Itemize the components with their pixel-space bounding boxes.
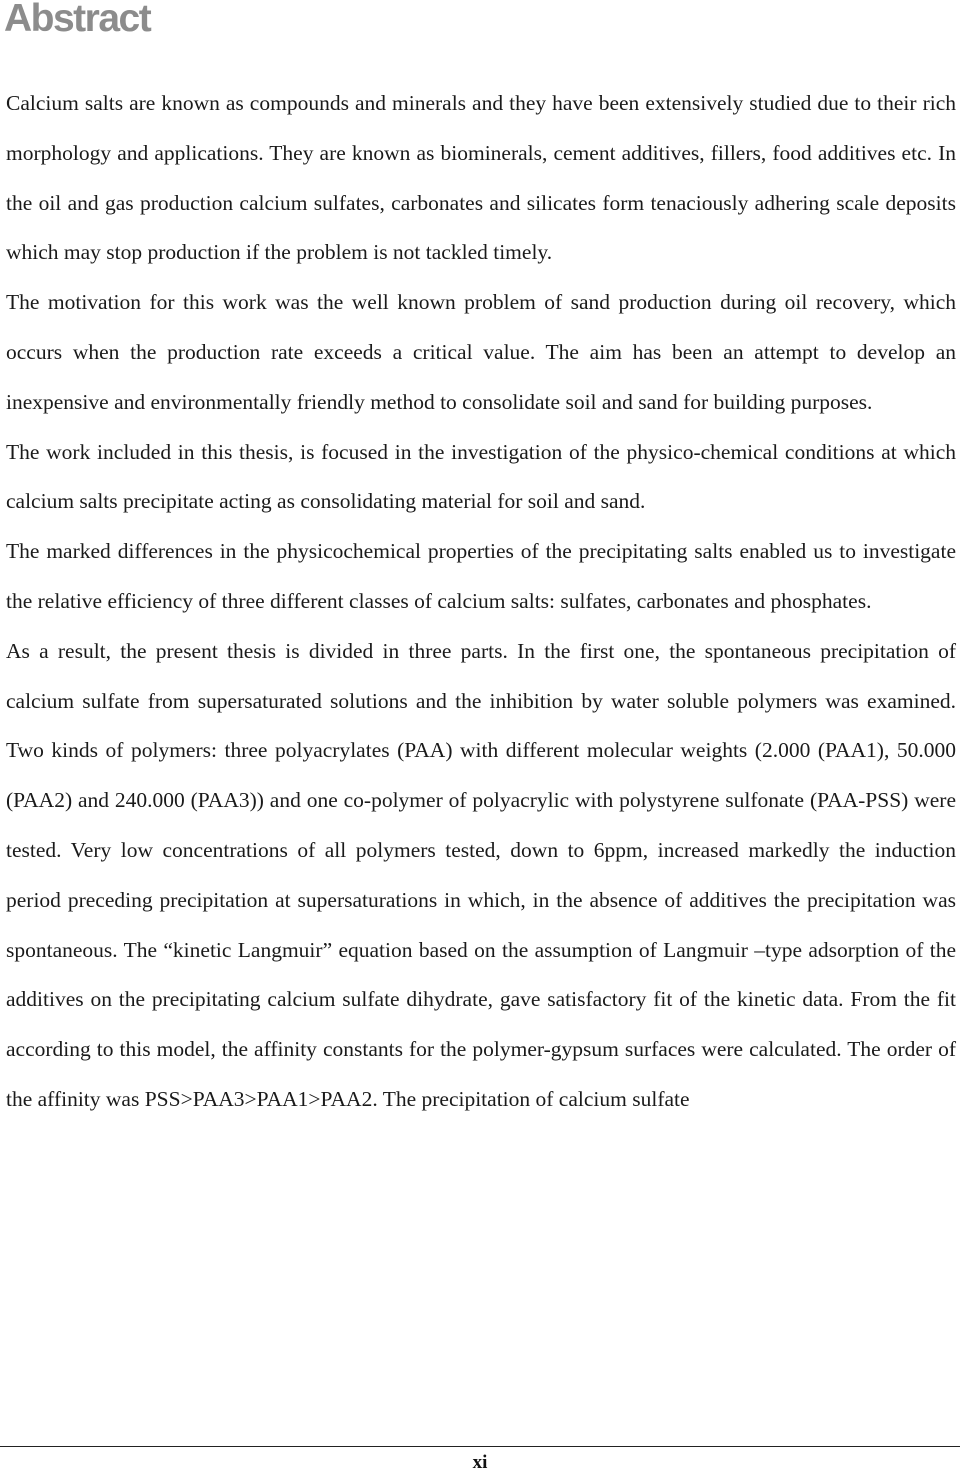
paragraph: Calcium salts are known as compounds and minerals and they have been extensively studied due to their rich morphology and applications. They are known as biominerals, cement additives, fillers, food additives etc. In the oil and gas production calcium sulfates, carbonates and silicates form tenaciously adhering scale deposits which may stop production if the problem is not tackled timely. (6, 91, 956, 265)
paragraph: The marked differences in the physicochemical properties of the precipitating salts enabled us to investigate the relative efficiency of three different classes of calcium salts: sulfates, carbonates and phosphates. (6, 539, 956, 613)
paragraph: As a result, the present thesis is divided in three parts. In the first one, the spontaneous precipitation of calcium sulfate from supersaturated solutions and the inhibition by water soluble polymers was examined. Two kinds of polymers: three polyacrylates (PAA) with different molecular weights (2.000 (PAA1), 50.000 (PAA2) and 240.000 (PAA3)) and one co-polymer of polyacrylic with polystyrene sulfonate (PAA-PSS) were tested. Very low concentrations of all polymers tested, down to 6ppm, increased markedly the induction period preceding precipitation at supersaturations in which, in the absence of additives the precipitation was spontaneous. The “kinetic Langmuir” equation based on the assumption of Langmuir –type adsorption of the additives on the precipitating calcium sulfate dihydrate, gave satisfactory fit of the kinetic data. From the fit according to this model, the affinity constants for the polymer-gypsum surfaces were calculated. The order of the affinity was PSS>PAA3>PAA1>PAA2. The precipitation of calcium sulfate (6, 638, 956, 1111)
footer-rule (0, 1446, 960, 1447)
section-heading: Abstract (4, 0, 151, 40)
page-number: xi (472, 1452, 488, 1473)
paragraph: The work included in this thesis, is focused in the investigation of the physico-chemical conditions at which calcium salts precipitate acting as consolidating material for soil and sand. (6, 439, 956, 514)
paragraph: The motivation for this work was the well known problem of sand production during oil recovery, which occurs when the production rate exceeds a critical value. The aim has been an attempt to develop an inexpensive and environmentally friendly method to consolidate soil and sand for building purposes. (6, 290, 956, 414)
abstract-body (6, 79, 956, 1125)
